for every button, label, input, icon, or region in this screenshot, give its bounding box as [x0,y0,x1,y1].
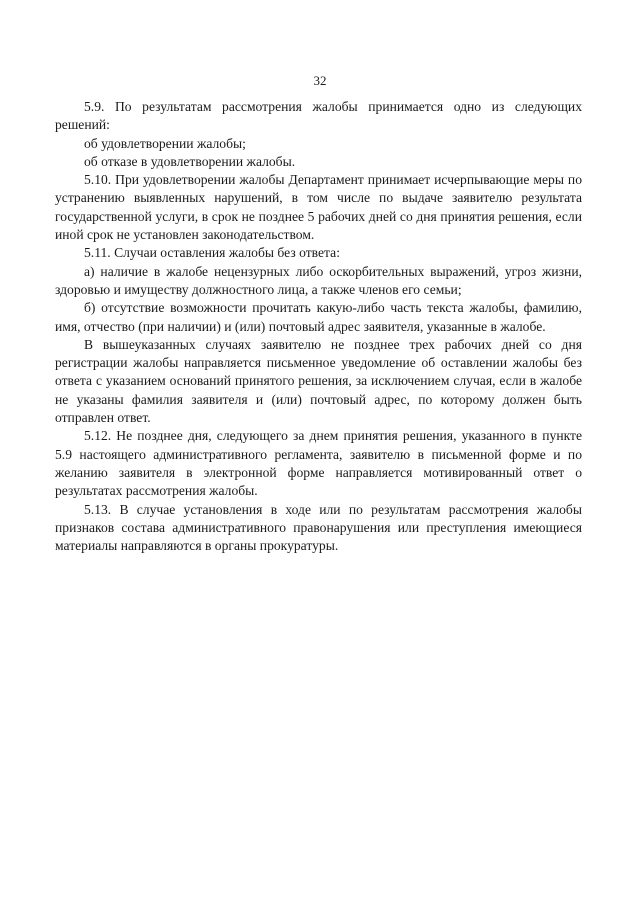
paragraph-5-9: 5.9. По результатам рассмотрения жалобы принимается одно из следующих решений: [55,99,582,133]
document-body [55,98,582,555]
paragraph-5-12: 5.12. Не позднее дня, следующего за днем принятия решения, указанного в пункте 5.9 настоящего административного регламента, заявителю в письменной форме и по желанию заявителя в электронной форме направляется мотивированный ответ о результатах рассмотрения жалобы. [55,428,582,499]
paragraph-option-refuse: об отказе в удовлетворении жалобы. [84,153,296,169]
paragraph-5-13: 5.13. В случае установления в ходе или по результатам рассмотрения жалобы признаков состава административного правонарушения или преступления имеющиеся материалы направляются в органы прокуратуры. [55,501,582,554]
paragraph-option-satisfy: об удовлетворении жалобы; [84,135,246,151]
paragraph-notification: В вышеуказанных случаях заявителю не позднее трех рабочих дней со дня регистрации жалобы направляется письменное уведомление об оставлении жалобы без ответа с указанием оснований принятого решения, за исключением случая, если в жалобе не указаны фамилия заявителя и (или) почтовый адрес, по которому должен быть отправлен ответ. [55,336,582,426]
paragraph-5-11-a: а) наличие в жалобе нецензурных либо оскорбительных выражений, угроз жизни, здоровью и имуществу должностного лица, а также членов его семьи; [55,263,582,297]
page-number: 32 [313,73,327,88]
paragraph-5-10: 5.10. При удовлетворении жалобы Департамент принимает исчерпывающие меры по устранению выявленных нарушений, в том числе по выдаче заявителю результата государственной услуги, в срок не позднее 5 рабочих дней со дня принятия решения, если иной срок не установлен законодательством. [55,172,582,243]
paragraph-5-11-b: б) отсутствие возможности прочитать какую-либо часть текста жалобы, фамилию, имя, отчество (при наличии) и (или) почтовый адрес заявителя, указанные в жалобе. [55,300,582,334]
paragraph-5-11: 5.11. Случаи оставления жалобы без ответа: [84,245,340,261]
